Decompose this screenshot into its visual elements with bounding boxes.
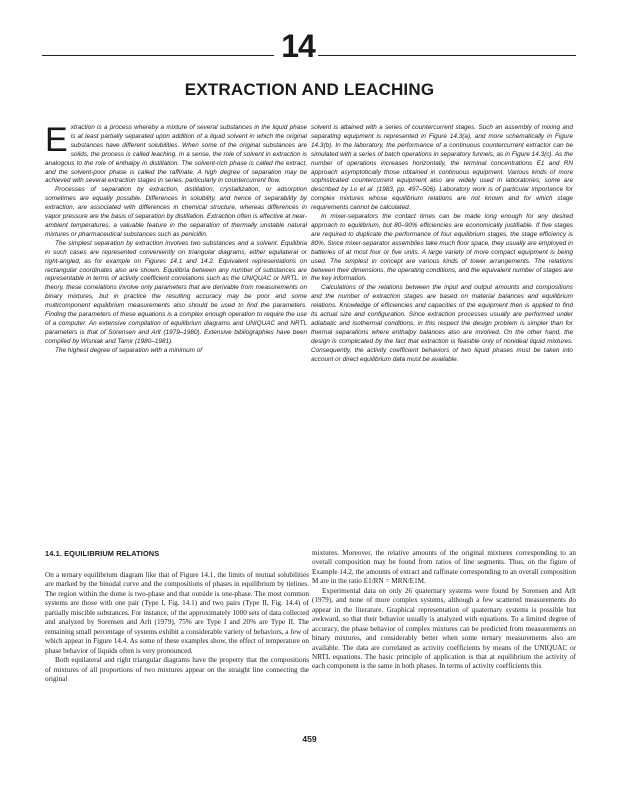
intro-paragraph: The simplest separation by extraction involves two substances and a solvent. Equilibria in such cases are represented conveniently on triangular diagrams, either equilateral or right-angled, as for example on Figures 14.1 and 14.2. Equivalent representations on rectangular coordinates also are shown. Equilibria between any number of substances are representable in terms of activity coefficient correlations such as the UNIQUAC or NRTL. In theory, these correlations involve only parameters that are derivable from measurements on binary mixtures, but in practice the resulting accuracy may be poor and some multicomponent equilibrium measurements also should be used to find the parameters. Finding the parameters of these equations is a complex enough operation to require the use of a computer. An extensive compilation of equilibrium diagrams and UNIQUAC and NRTL parameters is that of Sorensen and Arlt (1979–1980). Extensive bibliographies have been compiled by Wisniak and Tamir (1980–1981).	[45, 239, 307, 345]
body-column-right	[312, 549, 576, 729]
intro-paragraph: solvent is attained with a series of countercurrent stages. Such an assembly of mixing and separating equipment is represented in Figure 14.3(a), and more schematically in Figure 14.3(b). In the laboratory, the performance of a continuous countercurrent extractor can be simulated with a series of batch operations in separatory funnels, as in Figure 14.3(c). As the number of operations increases horizontally, the terminal concentrations E1 and RN approach asymptotically those obtained in continuous equipment. Various kinds of more sophisticated countercurrent equipment also are widely used in laboratories; some are described by Lo et al. (1983, pp. 497–506). Laboratory work is of particular importance for complex mixtures whose equilibrium relations are not known and for which stage requirements cannot be calculated.	[311, 124, 573, 212]
body-paragraph: Experimental data on only 26 quaternary systems were found by Sorensen and Arlt (1979), and none of more complex systems, although a few scattered measurements do appear in the literature. Graphical representation of quaternary systems is possible but awkward, so that their behavior usually is analyzed with equations. To a limited degree of accuracy, the phase behavior of complex mixtures can be predicted from measurements on binary mixtures, and considerably better when some ternary measurements also are available. The data are correlated as activity coefficients by means of the UNIQUAC or NRTL equations. The basic principle of application is that at equilibrium the activity of each component is the same in both phases. In terms of activity coefficients this	[312, 586, 576, 671]
drop-cap: E	[45, 124, 68, 159]
intro-paragraph: Processes of separation by extraction, distillation, crystallization, or adsorption sometimes are equally possible. Differences in solubility, and hence of separability by extraction, are associated with differences in chemical structure, whereas differences in vapor pressure are the basis of separation by distillation. Extraction often is effective at near-ambient temperatures, a valuable feature in the separation of thermally unstable natural mixtures or pharmaceutical substances such as penicillin.	[45, 186, 307, 238]
chapter-title: EXTRACTION AND LEACHING	[184, 80, 435, 99]
intro-column-right	[311, 124, 573, 394]
intro-paragraph: In mixer-separators the contact times can be made long enough for any desired approach to equilibrium, but 80–90% efficiencies are economically justifiable. If five stages are required to duplicate the performance of four equilibrium stages, the stage efficiency is 80%. Since mixer-separator assemblies take much floor space, they usually are employed in batteries of at most four or five units. A large variety of more compact equipment is being used. The simplest in concept are various kinds of tower arrangements. The relations between their dimensions, the operating conditions, and the equivalent number of stages are the key information.	[311, 213, 573, 283]
intro-column-left	[45, 124, 307, 394]
body-paragraph: mixtures. Moreover, the relative amounts of the original mixtures corresponding to an overall composition may be found from ratios of line segments. Thus, on the figure of Example 14.2, the amounts of extract and raffinate corresponding to an overall composition M are in the ratio E1/RN = MRN/E1M.	[312, 549, 576, 586]
intro-paragraph: Calculations of the relations between the input and output amounts and compositions and the number of extraction stages are based on material balances and equilibrium relations. Knowledge of efficiencies and capacities of the equipment then is applied to find its actual size and configuration. Since extraction processes usually are performed under adiabatic and isothermal conditions, in this respect the design problem is simpler than for thermal separations where enthalpy balances also are involved. On the other hand, the design is complicated by the fact that extraction is feasible only of nonideal liquid mixtures. Consequently, the activity coefficient behaviors of two liquid phases must be taken into account or direct equilibrium data must be available.	[311, 284, 573, 363]
body-paragraph: On a ternary equilibrium diagram like that of Figure 14.1, the limits of mutual solubilities are marked by the binodal curve and the compositions of phases in equilibrium by tielines. The region within the dome is two-phase and that outside is one-phase. The most common systems are those with one pair (Type I, Fig. 14.1) and two pairs (Type II, Fig. 14.4) of partially miscible substances. For instance, of the approximately 1000 sets of data collected and analyzed by Sorensen and Arlt (1979), 75% are Type I and 20% are Type II. The remaining small percentage of systems exhibit a considerable variety of behaviors, a few of which appear in Figure 14.4. As some of these examples show, the effect of temperature on phase behavior of liquids often is very pronounced.	[45, 571, 309, 655]
intro-paragraph-text: xtraction is a process whereby a mixture of several substances in the liquid phase is at least partially separated upon addition of a liquid solvent in which the original substances have different solubilities. When some of the original substances are solids, the process is called leaching. In a sense, the role of solvent in extraction is analogous to the role of enthalpy in distillation. The solvent-rich phase is called the extract, and the solvent-poor phase is called the raffinate. A high degree of separation may be achieved with several extraction stages in series, particularly in countercurrent flow.	[45, 124, 307, 185]
title-rule-right	[318, 55, 576, 56]
body-paragraph: Both equilateral and right triangular diagrams have the property that the compositions of mixtures of all proportions of two mixtures appear on the straight line connecting the original	[45, 656, 309, 683]
page-number: 459	[302, 734, 317, 744]
intro-paragraph: The highest degree of separation with a minimum of	[55, 346, 203, 354]
chapter-number: 14	[281, 28, 315, 64]
body-column-left	[45, 571, 309, 731]
title-rule-left	[42, 55, 274, 56]
intro-paragraph	[45, 124, 307, 186]
section-heading: 14.1. EQUILIBRIUM RELATIONS	[45, 549, 160, 558]
